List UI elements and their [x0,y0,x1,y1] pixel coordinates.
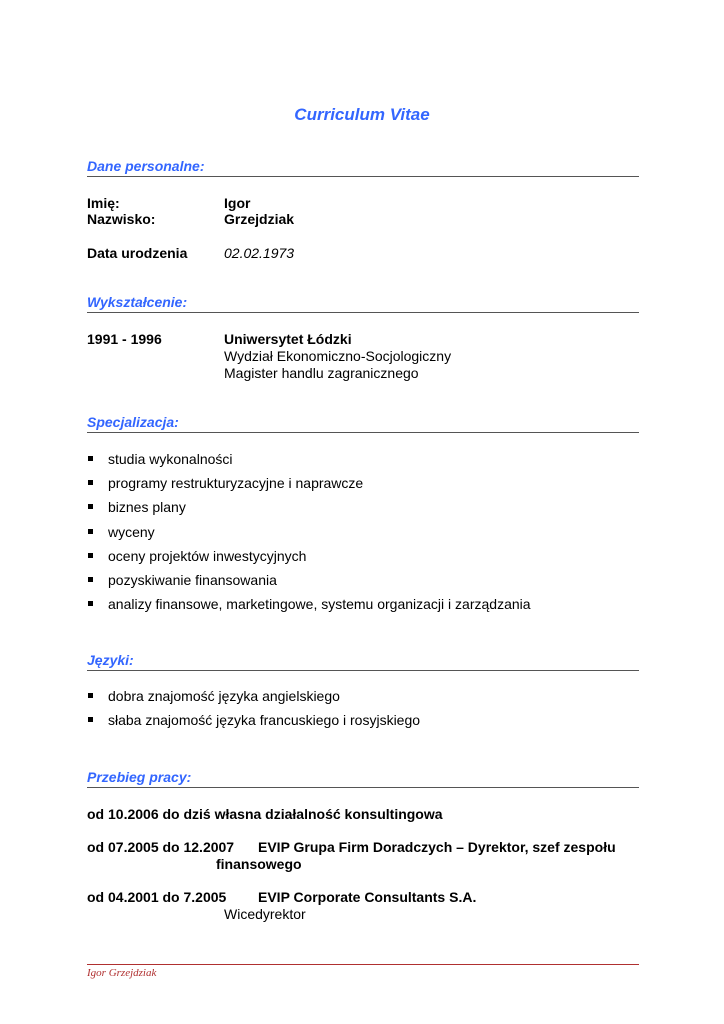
bullet-square-icon [88,456,93,461]
list-item: dobra znajomość języka angielskiego [87,688,647,712]
job-entry-1: od 10.2006 do dziś własna działalność konsultingowa [87,806,443,822]
education-school: Uniwersytet Łódzki [224,331,352,347]
education-degree: Magister handlu zagranicznego [224,365,419,381]
bullet-square-icon [88,577,93,582]
bullet-square-icon [88,553,93,558]
job-3-role: Wicedyrektor [224,906,306,922]
birth-date-value: 02.02.1973 [224,245,295,261]
bullet-square-icon [88,693,93,698]
specialization-list [87,451,647,620]
bullet-square-icon [88,601,93,606]
education-faculty: Wydział Ekonomiczno-Socjologiczny [224,348,452,364]
list-item: programy restrukturyzacyjne i naprawcze [87,475,647,499]
section-heading-education: Wykształcenie: [87,294,639,313]
footer-divider [87,964,639,965]
last-name-value: Grzejdziak [224,211,295,227]
list-item: oceny projektów inwestycyjnych [87,548,647,572]
document-title: Curriculum Vitae [294,105,430,124]
bullet-square-icon [88,717,93,722]
education-years: 1991 - 1996 [87,331,162,347]
last-name-label: Nazwisko: [87,211,156,227]
list-item: wyceny [87,524,647,548]
first-name-label: Imię: [87,195,120,211]
section-heading-languages: Języki: [87,652,639,671]
bullet-square-icon [88,504,93,509]
job-2-period: od 07.2005 do 12.2007 [87,839,235,855]
list-item: studia wykonalności [87,451,647,475]
list-item: analizy finansowe, marketingowe, systemu organizacji i zarządzania [87,596,647,620]
job-2-continuation: finansowego [216,856,302,872]
bullet-square-icon [88,529,93,534]
list-item: pozyskiwanie finansowania [87,572,647,596]
languages-list [87,688,647,736]
job-2-company: EVIP Grupa Firm Doradczych – Dyrektor, szef zespołu [258,839,616,855]
section-heading-experience: Przebieg pracy: [87,769,639,788]
bullet-square-icon [88,480,93,485]
list-item: biznes plany [87,499,647,523]
first-name-value: Igor [224,195,251,211]
birth-date-label: Data urodzenia [87,245,188,261]
job-3-company: EVIP Corporate Consultants S.A. [258,889,477,905]
footer-author: Igor Grzejdziak [87,967,157,979]
job-3-period: od 04.2001 do 7.2005 [87,889,227,905]
list-item: słaba znajomość języka francuskiego i rosyjskiego [87,712,647,736]
section-heading-personal: Dane personalne: [87,158,639,177]
section-heading-specialization: Specjalizacja: [87,414,639,433]
